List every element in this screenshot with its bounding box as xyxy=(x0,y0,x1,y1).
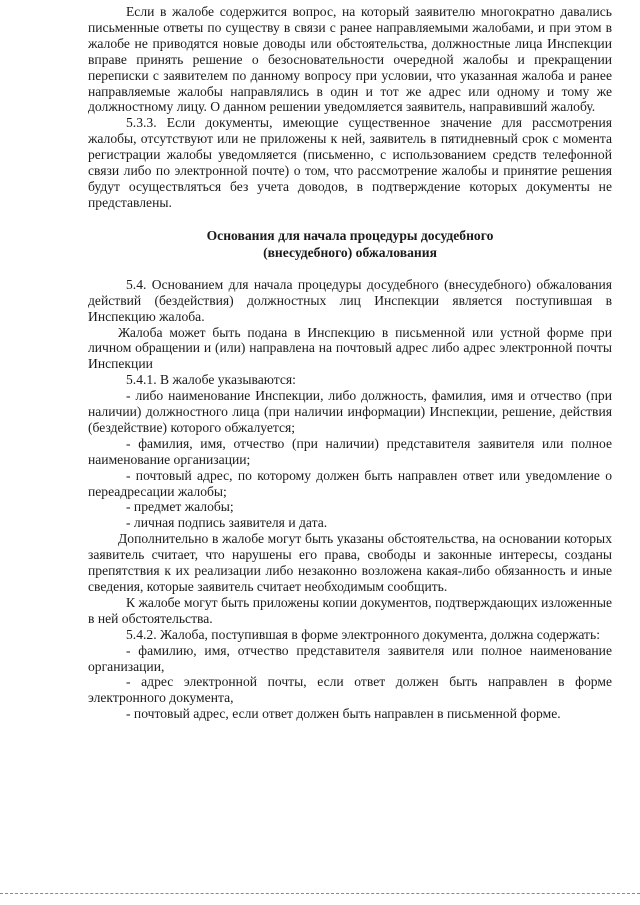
section-heading-line-1: Основания для начала процедуры досудебного xyxy=(206,227,494,243)
list-item-inspection-name: - либо наименование Инспекции, либо должность, фамилия, имя и отчество (при наличии) должностного лица (при наличии информации) Инспекции, решение, действия (бездействие) которого обжалуется; xyxy=(88,388,612,435)
list-item-postal-address: - почтовый адрес, по которому должен быть направлен ответ или уведомление о переадресации жалобы; xyxy=(88,467,612,499)
paragraph-5-4: 5.4. Основанием для начала процедуры досудебного (внесудебного) обжалования действий (бездействия) должностных лиц Инспекции является поступившая в Инспекцию жалоба. xyxy=(88,276,612,324)
list-item-signature: - личная подпись заявителя и дата. xyxy=(126,515,328,531)
list-item-applicant-name: - фамилия, имя, отчество (при наличии) представителя заявителя или полное наименование организации; xyxy=(88,435,612,467)
section-heading-line-2: (внесудебного) обжалования xyxy=(263,244,437,260)
page-bottom-rule xyxy=(0,893,640,895)
document-body xyxy=(88,4,612,722)
paragraph-repeat-complaint: Если в жалобе содержится вопрос, на который заявителю многократно давались письменные ответы по существу в связи с ранее направляемыми жалобами, и при этом в жалобе не приводятся новые доводы или обстоятельства, должностные лица Инспекции вправе принять решение о безосновательности очередной жалобы и прекращении переписки с заявителем по данному вопросу при условии, что указанная жалоба и ранее направляемые жалобы направлялись в один и тот же адрес или одному и тому же должностному лицу. О данном решении уведомляется заявитель, направивший жалобу. xyxy=(88,4,612,115)
list-item-email-address: - адрес электронной почты, если ответ должен быть направлен в форме электронного документа, xyxy=(88,674,612,706)
paragraph-attachments: К жалобе могут быть приложены копии документов, подтверждающих изложенные в ней обстоятельства. xyxy=(88,594,612,626)
paragraph-additional-info: Дополнительно в жалобе могут быть указаны обстоятельства, на основании которых заявитель считает, что нарушены его права, свободы и законные интересы, созданы препятствия к их реализации либо незаконно возложена какая-либо обязанность и иные сведения, которые заявитель считает необходимым сообщить. xyxy=(88,531,612,594)
paragraph-5-4-2: 5.4.2. Жалоба, поступившая в форме электронного документа, должна содержать: xyxy=(126,626,600,642)
list-item-electronic-name: - фамилию, имя, отчество представителя заявителя или полное наименование организации, xyxy=(88,642,612,674)
list-item-postal-address-written: - почтовый адрес, если ответ должен быть направлен в письменной форме. xyxy=(126,706,561,722)
paragraph-5-4-1: 5.4.1. В жалобе указываются: xyxy=(126,372,296,388)
paragraph-5-3-3: 5.3.3. Если документы, имеющие существенное значение для рассмотрения жалобы, отсутствуют или не приложены к ней, заявитель в пятидневный срок с момента регистрации жалобы уведомляется (письменно, с использованием средств телефонной связи либо по электронной почте) о том, что рассмотрение жалобы и принятие решения будут осуществляться без учета доводов, в подтверждение которых документы не представлены. xyxy=(88,115,612,210)
paragraph-complaint-form: Жалоба может быть подана в Инспекцию в письменной или устной форме при личном обращении и (или) направлена на почтовый адрес либо адрес электронной почты Инспекции xyxy=(88,324,612,372)
list-item-subject: - предмет жалобы; xyxy=(126,499,234,515)
